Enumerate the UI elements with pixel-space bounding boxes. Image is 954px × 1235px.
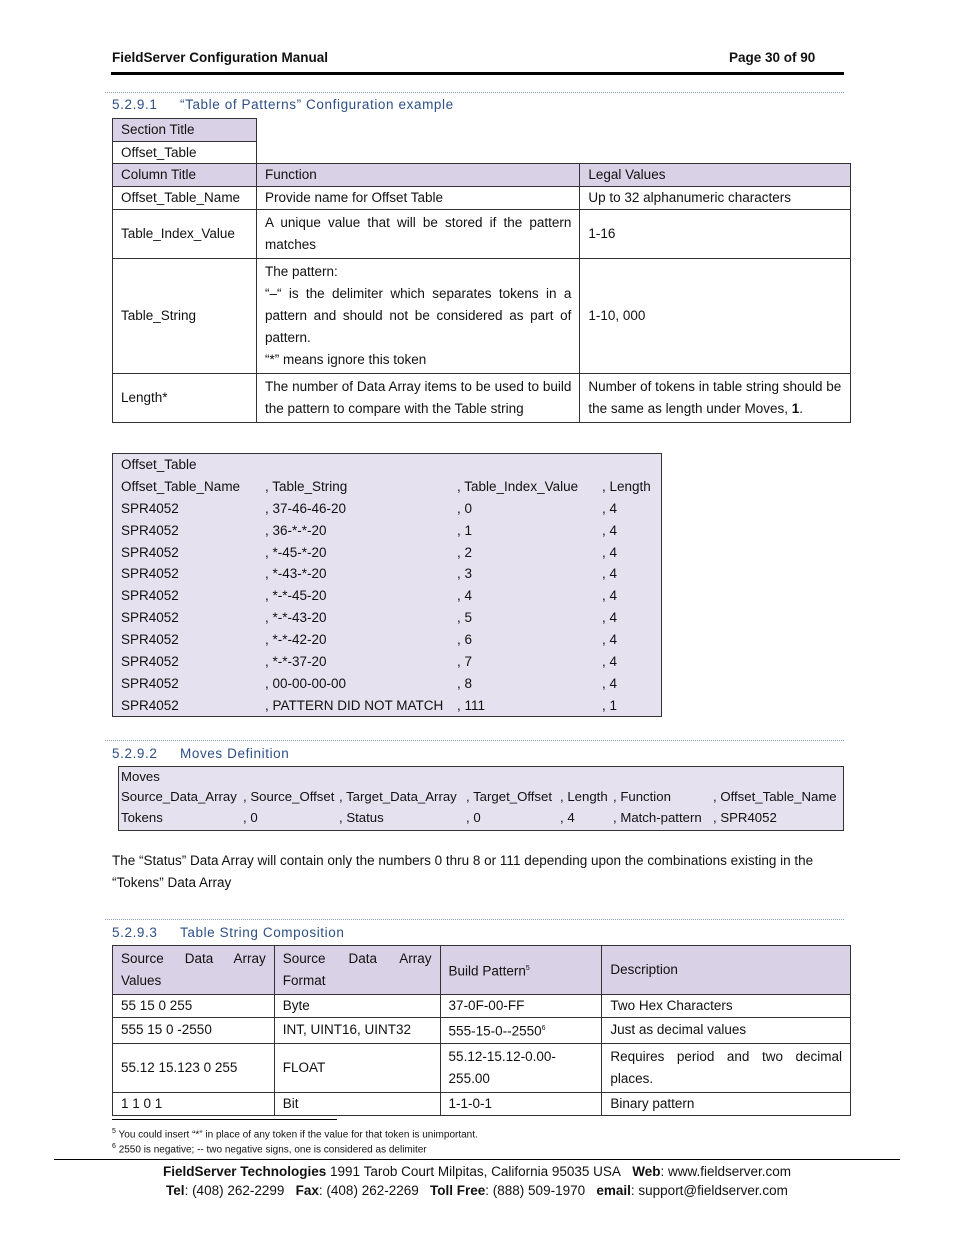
cell-format: Bit <box>274 1092 440 1115</box>
cell: , Length <box>560 789 608 805</box>
cell: SPR4052 <box>121 500 179 516</box>
column-header: Column Title <box>113 164 257 187</box>
section-title-value: Offset_Table <box>113 142 257 165</box>
cell: , 4 <box>602 566 618 582</box>
cell: , *-*-42-20 <box>265 632 327 648</box>
offset-table-row <box>121 498 661 520</box>
footnote-text: You could insert “*” in place of any token if the value for that token is unimportant. <box>118 1129 478 1141</box>
cell: SPR4052 <box>121 544 179 560</box>
function-line: The pattern: <box>264 264 338 279</box>
cell: , 4 <box>560 809 575 825</box>
offset-table-rows <box>121 498 661 717</box>
function-line: “–“ is the delimiter which separates tokens in a pattern and should not be considered as part of pattern. <box>264 286 572 345</box>
page-number: Page 30 of 90 <box>729 50 816 65</box>
cell: , Target_Offset <box>466 789 553 805</box>
config-table <box>112 163 851 423</box>
tel-label: Tel <box>166 1183 185 1198</box>
fax-label: Fax <box>295 1183 319 1198</box>
cell: , 0 <box>466 809 481 825</box>
table-row <box>113 187 851 210</box>
section-heading-5-2-9-3 <box>105 919 844 940</box>
offset-table-row <box>121 520 661 542</box>
legal-text: Number of tokens in table string should be the same as length under Moves, <box>588 379 842 416</box>
cell: SPR4052 <box>121 610 179 626</box>
cell: , 4 <box>602 544 618 560</box>
config-table-header <box>113 164 851 187</box>
cell-legal: 1-16 <box>580 210 851 259</box>
table-row <box>113 995 851 1018</box>
cell: , *-*-43-20 <box>265 610 327 626</box>
footnote-text: 2550 is negative; -- two negative signs, one is considered as delimiter <box>118 1144 427 1156</box>
offset-table-row <box>121 607 661 629</box>
cell: SPR4052 <box>121 632 179 648</box>
cell: Tokens <box>121 809 163 825</box>
table-row <box>113 259 851 374</box>
cell: , 3 <box>457 566 473 582</box>
cell: SPR4052 <box>121 522 179 538</box>
table-row <box>113 210 851 259</box>
section-title-label: Section Title <box>113 119 257 142</box>
tel-value: : (408) 262-2299 <box>184 1183 285 1198</box>
cell: , PATTERN DID NOT MATCH <box>265 697 444 713</box>
cell-pattern: 1-1-0-1 <box>440 1092 602 1115</box>
cell-values: 55 15 0 255 <box>113 995 275 1018</box>
table-row <box>113 1092 851 1115</box>
cell: , Table_String <box>265 478 348 494</box>
cell: , 36-*-*-20 <box>265 522 327 538</box>
cell-pattern <box>440 1018 602 1044</box>
cell: , 7 <box>457 654 473 670</box>
cell-title: Table_String <box>113 259 257 374</box>
cell: , 0 <box>243 809 258 825</box>
cell: , Match-pattern <box>613 809 702 825</box>
offset-table-row <box>121 542 661 564</box>
offset-table-row <box>121 651 661 673</box>
footnote-separator <box>112 1119 337 1120</box>
column-header-text: Build Pattern <box>448 963 526 979</box>
cell-title: Length* <box>113 374 257 423</box>
cell: , Table_Index_Value <box>457 478 579 494</box>
cell-description: Two Hex Characters <box>602 995 851 1018</box>
cell-values: 1 1 0 1 <box>113 1092 275 1115</box>
cell: SPR4052 <box>121 566 179 582</box>
legal-end: . <box>799 401 804 416</box>
cell: , 4 <box>602 500 618 516</box>
cell-pattern: 37-0F-00-FF <box>440 995 602 1018</box>
company-address: 1991 Tarob Court Milpitas, California 95035 USA <box>326 1164 621 1179</box>
pattern-text: 555-15-0--2550 <box>448 1023 542 1039</box>
table-row <box>113 1018 851 1044</box>
string-composition-table <box>112 945 851 1116</box>
cell-function <box>256 259 579 374</box>
fax-value: : (408) 262-2269 <box>318 1183 419 1198</box>
composition-table-header <box>113 946 851 995</box>
moves-title: Moves <box>121 769 160 784</box>
status-paragraph: The “Status” Data Array will contain only the numbers 0 thru 8 or 111 depending upon the combinations existing in the “Tokens” Data Array <box>112 853 814 890</box>
tollfree-label: Toll Free <box>430 1183 486 1198</box>
section-number: 5.2.9.1 <box>112 97 158 112</box>
document-title: FieldServer Configuration Manual <box>112 50 329 65</box>
footer-line-2 <box>0 1181 954 1200</box>
cell-values: 55.12 15.123 0 255 <box>113 1043 275 1092</box>
cell: , 6 <box>457 632 473 648</box>
offset-table-header-row <box>121 476 661 498</box>
footnote-number: 6 <box>112 1143 116 1150</box>
company-name: FieldServer Technologies <box>162 1164 327 1179</box>
cell-title: Offset_Table_Name <box>113 187 257 210</box>
cell: , Target_Data_Array <box>339 789 457 805</box>
header-rule <box>111 72 844 75</box>
cell: , Offset_Table_Name <box>713 789 837 805</box>
offset-table-row <box>121 629 661 651</box>
section-title-table <box>112 118 257 165</box>
tollfree-value: : (888) 509-1970 <box>485 1183 586 1198</box>
footer-rule <box>54 1159 900 1160</box>
cell: , Source_Offset <box>243 789 335 805</box>
table-row <box>113 374 851 423</box>
cell: SPR4052 <box>121 675 179 691</box>
cell: Source_Data_Array <box>121 789 237 805</box>
cell: Offset_Table_Name <box>121 478 241 494</box>
cell-title: Table_Index_Value <box>113 210 257 259</box>
section-title: “Table of Patterns” Configuration example <box>180 97 454 112</box>
moves-definition-box <box>118 766 844 831</box>
cell-values: 555 15 0 -2550 <box>113 1018 275 1044</box>
cell-format: FLOAT <box>274 1043 440 1092</box>
offset-table-example <box>112 453 662 717</box>
offset-table-row <box>121 585 661 607</box>
function-line: “*” means ignore this token <box>264 352 427 367</box>
cell-function: The number of Data Array items to be used to build the pattern to compare with the Table string <box>256 374 579 423</box>
column-header: Source Data Array Values <box>113 946 275 995</box>
cell: , Length <box>602 478 651 494</box>
cell: , 0 <box>457 500 473 516</box>
cell: , 4 <box>457 588 473 604</box>
cell-legal <box>580 374 851 423</box>
cell: , 4 <box>602 610 618 626</box>
offset-table-row <box>121 695 661 717</box>
column-header: Description <box>602 946 851 995</box>
section-title: Moves Definition <box>180 746 290 761</box>
cell-pattern: 55.12-15.12-0.00-255.00 <box>440 1043 602 1092</box>
cell: , 4 <box>602 654 618 670</box>
cell: , 00-00-00-00 <box>265 675 347 691</box>
cell-description: Binary pattern <box>602 1092 851 1115</box>
email-label: email <box>596 1183 631 1198</box>
section-heading-5-2-9-2 <box>105 740 844 761</box>
cell: , 111 <box>457 697 486 713</box>
cell: SPR4052 <box>121 588 179 604</box>
table-row <box>113 1043 851 1092</box>
moves-data-row <box>121 808 843 828</box>
cell-format: INT, UINT16, UINT32 <box>274 1018 440 1044</box>
cell: SPR4052 <box>121 697 179 713</box>
column-header <box>440 946 602 995</box>
cell: , 5 <box>457 610 473 626</box>
column-header: Source Data Array Format <box>274 946 440 995</box>
offset-table-title: Offset_Table <box>121 457 197 472</box>
cell-legal: 1-10, 000 <box>580 259 851 374</box>
cell-legal: Up to 32 alphanumeric characters <box>580 187 851 210</box>
column-header: Legal Values <box>580 164 851 187</box>
offset-table-row <box>121 673 661 695</box>
web-link[interactable]: : www.fieldserver.com <box>660 1164 792 1179</box>
footer-line-1 <box>0 1162 954 1181</box>
cell: , 8 <box>457 675 473 691</box>
section-number: 5.2.9.2 <box>112 746 158 761</box>
section-number: 5.2.9.3 <box>112 925 158 940</box>
cell: , SPR4052 <box>713 809 777 825</box>
web-label: Web <box>632 1164 661 1179</box>
cell: , 4 <box>602 522 618 538</box>
cell: SPR4052 <box>121 654 179 670</box>
footnote-ref: 5 <box>525 964 530 972</box>
cell: , *-45-*-20 <box>265 544 327 560</box>
cell: , 4 <box>602 632 618 648</box>
cell: , *-*-45-20 <box>265 588 327 604</box>
cell: , 4 <box>602 588 618 604</box>
cell: , Function <box>613 789 671 805</box>
section-title: Table String Composition <box>180 925 345 940</box>
cell-format: Byte <box>274 995 440 1018</box>
cell-function: Provide name for Offset Table <box>256 187 579 210</box>
moves-header-row <box>121 787 843 807</box>
offset-table-row <box>121 563 661 585</box>
legal-bold: 1 <box>791 401 800 416</box>
cell: , Status <box>339 809 384 825</box>
cell: , 1 <box>602 697 618 713</box>
cell-function: A unique value that will be stored if the pattern matches <box>256 210 579 259</box>
cell: , *-43-*-20 <box>265 566 327 582</box>
section-heading-5-2-9-1 <box>105 92 844 112</box>
cell: , *-*-37-20 <box>265 654 327 670</box>
cell: , 37-46-46-20 <box>265 500 347 516</box>
footnote-number: 5 <box>112 1128 116 1135</box>
email-link[interactable]: : support@fieldserver.com <box>630 1183 788 1198</box>
cell: , 1 <box>457 522 473 538</box>
column-header: Function <box>256 164 579 187</box>
offset-table-title-row <box>121 454 661 476</box>
footnote-ref: 6 <box>541 1025 546 1032</box>
cell-description: Just as decimal values <box>602 1018 851 1044</box>
cell: , 4 <box>602 675 618 691</box>
moves-title-row <box>121 767 843 787</box>
cell: , 2 <box>457 544 473 560</box>
cell-description: Requires period and two decimal places. <box>602 1043 851 1092</box>
footnote-6 <box>112 1140 427 1157</box>
